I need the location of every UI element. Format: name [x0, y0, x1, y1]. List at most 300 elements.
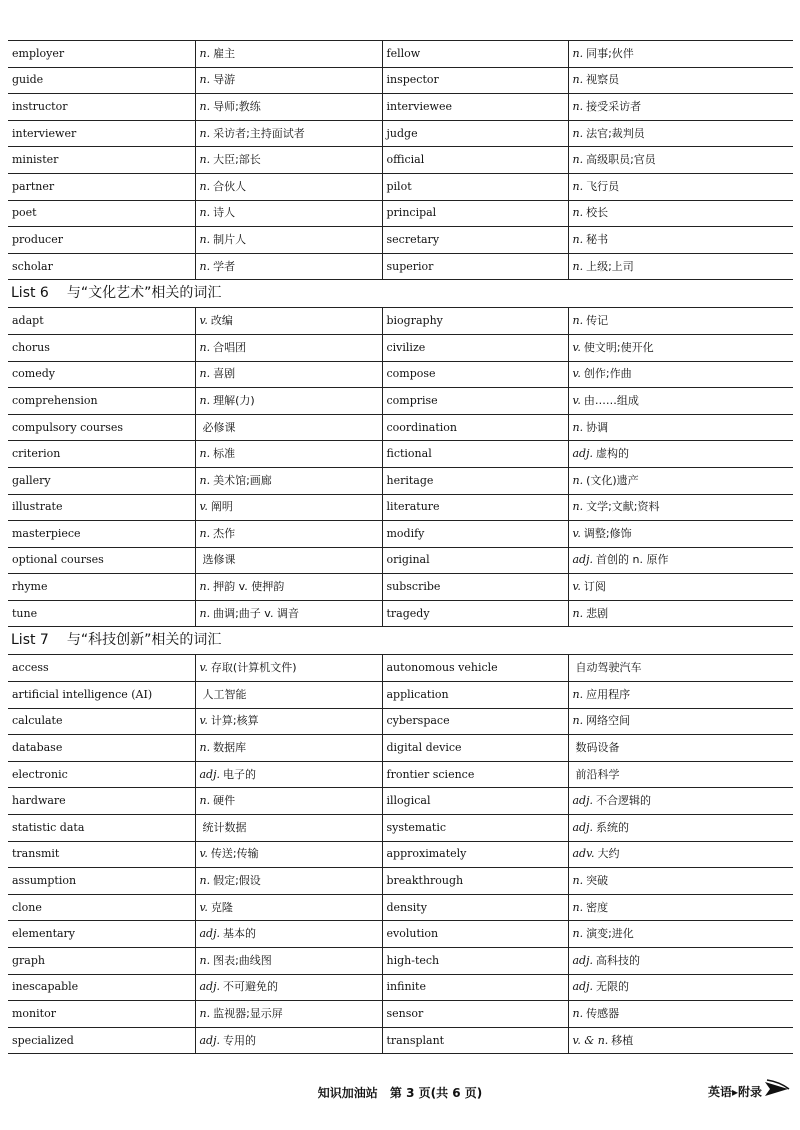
- table-row: [8, 974, 793, 1001]
- vocab-meaning: 虚构的: [596, 447, 630, 461]
- vocab-meaning-cell: [195, 441, 382, 468]
- vocab-meaning-cell: [568, 815, 793, 842]
- vocab-word: criterion: [8, 441, 195, 468]
- vocab-word: high-tech: [382, 948, 568, 975]
- vocab-word: compulsory courses: [8, 414, 195, 441]
- vocab-word: civilize: [382, 334, 568, 361]
- vocab-word: comedy: [8, 361, 195, 388]
- part-of-speech: n.: [199, 741, 211, 755]
- vocab-meaning-cell: [195, 761, 382, 788]
- vocab-word: application: [382, 682, 568, 709]
- vocab-word: clone: [8, 894, 195, 921]
- table-row: [8, 414, 793, 441]
- part-of-speech: n.: [199, 259, 211, 273]
- vocab-meaning: 硬件: [213, 794, 236, 808]
- part-of-speech: v.: [572, 367, 581, 381]
- table-row: [8, 441, 793, 468]
- vocab-word: scholar: [8, 253, 195, 280]
- table-row: [8, 388, 793, 415]
- vocab-meaning: 悲剧: [586, 606, 609, 620]
- vocab-meaning-cell: [195, 334, 382, 361]
- vocab-word: illogical: [382, 788, 568, 815]
- vocab-word: pilot: [382, 173, 568, 200]
- vocab-meaning-cell: [195, 467, 382, 494]
- table-row: [8, 921, 793, 948]
- vocab-word: minister: [8, 147, 195, 174]
- vocab-word: transplant: [382, 1027, 568, 1054]
- part-of-speech: n.: [572, 420, 584, 434]
- table-row: [8, 361, 793, 388]
- vocabulary-table: [8, 654, 793, 1054]
- vocab-meaning-cell: [195, 227, 382, 254]
- vocab-word: guide: [8, 67, 195, 94]
- part-of-speech: adv.: [572, 847, 595, 861]
- table-row: [8, 574, 793, 601]
- table-row: [8, 868, 793, 895]
- part-of-speech: n.: [572, 1006, 584, 1020]
- vocab-word: biography: [382, 308, 568, 335]
- table-row: [8, 682, 793, 709]
- vocab-meaning: 理解(力): [213, 393, 255, 407]
- vocab-meaning-cell: [195, 974, 382, 1001]
- vocab-meaning: 法官;裁判员: [586, 126, 645, 140]
- vocab-meaning-cell: [568, 974, 793, 1001]
- vocab-meaning: 监视器;显示屏: [213, 1006, 283, 1020]
- vocab-meaning: 视察员: [586, 73, 620, 87]
- vocab-meaning: 高科技的: [596, 953, 641, 967]
- table-row: [8, 120, 793, 147]
- part-of-speech: n.: [199, 232, 211, 246]
- vocab-meaning: (文化)遗产: [586, 473, 639, 487]
- vocab-meaning-cell: [568, 521, 793, 548]
- vocab-word: density: [382, 894, 568, 921]
- part-of-speech: n.: [199, 153, 211, 167]
- vocab-word: compose: [382, 361, 568, 388]
- vocab-meaning-cell: [568, 682, 793, 709]
- vocab-word: partner: [8, 173, 195, 200]
- vocab-meaning: 专用的: [223, 1033, 257, 1047]
- vocab-meaning: 阐明: [210, 500, 233, 514]
- vocab-meaning-cell: [568, 761, 793, 788]
- table-row: [8, 334, 793, 361]
- arrow-logo-icon: [764, 1078, 790, 1100]
- vocab-meaning-cell: [195, 120, 382, 147]
- part-of-speech: v.: [572, 340, 581, 354]
- vocab-meaning: 计算;核算: [210, 714, 259, 728]
- table-row: [8, 894, 793, 921]
- vocab-meaning-cell: [568, 414, 793, 441]
- part-of-speech: n.: [572, 46, 584, 60]
- vocab-word: monitor: [8, 1001, 195, 1028]
- vocab-word: gallery: [8, 467, 195, 494]
- part-of-speech: n.: [572, 73, 584, 87]
- part-of-speech: n.: [199, 580, 211, 594]
- table-row: [8, 547, 793, 574]
- table-row: [8, 94, 793, 121]
- list-title: [8, 280, 793, 307]
- vocab-meaning-cell: [195, 921, 382, 948]
- vocab-meaning-cell: [568, 334, 793, 361]
- part-of-speech: n.: [572, 900, 584, 914]
- list-number: List 6: [11, 285, 49, 302]
- vocab-meaning-cell: [195, 308, 382, 335]
- vocab-meaning-cell: [195, 494, 382, 521]
- vocab-meaning: 自动驾驶汽车: [575, 661, 642, 675]
- vocab-word: inspector: [382, 67, 568, 94]
- table-row: [8, 67, 793, 94]
- vocab-meaning: 传感器: [586, 1006, 620, 1020]
- vocab-meaning: 接受采访者: [586, 99, 642, 113]
- vocab-meaning-cell: [568, 921, 793, 948]
- vocab-word: calculate: [8, 708, 195, 735]
- vocab-word: digital device: [382, 735, 568, 762]
- vocab-meaning-cell: [195, 147, 382, 174]
- vocab-meaning: 调整;修饰: [583, 526, 632, 540]
- table-row: [8, 308, 793, 335]
- vocab-word: transmit: [8, 841, 195, 868]
- vocab-meaning-cell: [568, 467, 793, 494]
- vocab-word: autonomous vehicle: [382, 655, 568, 682]
- vocab-word: subscribe: [382, 574, 568, 601]
- vocab-meaning: 订阅: [583, 580, 606, 594]
- footer-center: [0, 1084, 800, 1101]
- vocab-word: fictional: [382, 441, 568, 468]
- vocab-meaning: 合伙人: [213, 179, 247, 193]
- footer-brand: 英语▸附录: [707, 1085, 762, 1099]
- vocab-word: chorus: [8, 334, 195, 361]
- vocab-meaning-cell: [568, 441, 793, 468]
- vocab-word: judge: [382, 120, 568, 147]
- part-of-speech: n.: [199, 179, 211, 193]
- table-row: [8, 600, 793, 627]
- vocab-meaning: 数据库: [213, 741, 247, 755]
- part-of-speech: n.: [199, 1006, 211, 1020]
- table-row: [8, 147, 793, 174]
- vocab-word: infinite: [382, 974, 568, 1001]
- vocab-meaning: 传送;传输: [210, 847, 259, 861]
- vocab-meaning-cell: [568, 547, 793, 574]
- vocab-meaning: 统计数据: [202, 820, 247, 834]
- vocab-meaning: 改编: [210, 314, 233, 328]
- vocab-meaning: 制片人: [213, 232, 247, 246]
- part-of-speech: n.: [199, 526, 211, 540]
- vocab-meaning: 校长: [586, 206, 609, 220]
- footer-title: 知识加油站: [317, 1086, 378, 1100]
- vocab-meaning-cell: [195, 788, 382, 815]
- part-of-speech: adj.: [572, 794, 594, 808]
- table-row: [8, 1027, 793, 1054]
- vocab-meaning: 演变;进化: [586, 927, 634, 941]
- vocab-meaning: 大臣;部长: [213, 153, 261, 167]
- page-footer: [0, 1080, 800, 1106]
- table-row: [8, 253, 793, 280]
- table-row: [8, 841, 793, 868]
- table-row: [8, 815, 793, 842]
- vocab-meaning: 突破: [586, 874, 609, 888]
- vocab-meaning: 图表;曲线图: [213, 953, 272, 967]
- part-of-speech: adj.: [572, 980, 594, 994]
- vocab-meaning: 假定;假设: [213, 874, 261, 888]
- vocab-meaning-cell: [568, 1027, 793, 1054]
- vocab-word: tune: [8, 600, 195, 627]
- vocab-word: producer: [8, 227, 195, 254]
- vocab-meaning-cell: [568, 708, 793, 735]
- vocab-meaning: 标准: [213, 447, 236, 461]
- vocab-word: superior: [382, 253, 568, 280]
- part-of-speech: n.: [572, 153, 584, 167]
- vocab-meaning-cell: [195, 1001, 382, 1028]
- vocab-word: modify: [382, 521, 568, 548]
- vocab-meaning-cell: [195, 521, 382, 548]
- vocab-meaning-cell: [568, 1001, 793, 1028]
- vocab-meaning-cell: [195, 600, 382, 627]
- part-of-speech: n.: [572, 606, 584, 620]
- part-of-speech: adj.: [572, 553, 594, 567]
- vocab-word: inescapable: [8, 974, 195, 1001]
- vocab-meaning: 人工智能: [202, 687, 247, 701]
- vocab-meaning-cell: [568, 308, 793, 335]
- vocab-word: rhyme: [8, 574, 195, 601]
- vocab-meaning-cell: [568, 200, 793, 227]
- vocab-word: graph: [8, 948, 195, 975]
- vocab-meaning: 合唱团: [213, 340, 247, 354]
- vocab-meaning-cell: [195, 414, 382, 441]
- part-of-speech: n.: [572, 687, 584, 701]
- vocab-meaning: 诗人: [213, 206, 236, 220]
- vocab-word: interviewee: [382, 94, 568, 121]
- vocab-word: principal: [382, 200, 568, 227]
- vocab-meaning: 导师;教练: [213, 99, 261, 113]
- vocab-word: literature: [382, 494, 568, 521]
- part-of-speech: n.: [572, 259, 584, 273]
- vocab-meaning: 导游: [213, 73, 236, 87]
- vocab-meaning: 文学;文献;资料: [586, 500, 660, 514]
- list-number: List 7: [11, 632, 49, 649]
- part-of-speech: adj.: [199, 767, 221, 781]
- list-heading: 与“科技创新”相关的词汇: [66, 632, 222, 649]
- part-of-speech: n.: [572, 179, 584, 193]
- vocab-meaning: 秘书: [586, 232, 609, 246]
- vocab-meaning-cell: [568, 894, 793, 921]
- vocab-meaning-cell: [568, 948, 793, 975]
- vocab-meaning: 移植: [611, 1033, 634, 1047]
- part-of-speech: n.: [572, 714, 584, 728]
- part-of-speech: n.: [199, 206, 211, 220]
- vocab-word: illustrate: [8, 494, 195, 521]
- vocab-word: sensor: [382, 1001, 568, 1028]
- vocab-meaning: 曲调;曲子 v. 调音: [213, 606, 299, 620]
- vocab-meaning: 首创的 n. 原作: [596, 553, 669, 567]
- vocab-meaning: 创作;作曲: [583, 367, 632, 381]
- vocab-meaning-cell: [195, 253, 382, 280]
- vocab-word: artificial intelligence (AI): [8, 682, 195, 709]
- part-of-speech: n.: [199, 874, 211, 888]
- vocab-word: evolution: [382, 921, 568, 948]
- vocab-meaning: 无限的: [596, 980, 630, 994]
- part-of-speech: n.: [199, 794, 211, 808]
- vocab-meaning-cell: [568, 735, 793, 762]
- vocabulary-page: [8, 40, 793, 1054]
- vocab-meaning: 协调: [586, 420, 609, 434]
- sections-container: [8, 40, 793, 1054]
- vocab-word: electronic: [8, 761, 195, 788]
- vocab-meaning-cell: [568, 868, 793, 895]
- vocab-meaning: 基本的: [223, 927, 257, 941]
- vocab-meaning: 高级职员;官员: [586, 153, 656, 167]
- vocab-word: original: [382, 547, 568, 574]
- vocab-word: adapt: [8, 308, 195, 335]
- vocab-meaning: 使文明;使开化: [583, 340, 654, 354]
- part-of-speech: n.: [199, 393, 211, 407]
- vocab-meaning-cell: [195, 41, 382, 68]
- part-of-speech: n.: [572, 500, 584, 514]
- vocab-meaning: 电子的: [223, 767, 257, 781]
- vocab-word: systematic: [382, 815, 568, 842]
- vocab-word: fellow: [382, 41, 568, 68]
- vocab-meaning-cell: [195, 948, 382, 975]
- vocab-word: employer: [8, 41, 195, 68]
- vocab-meaning-cell: [195, 200, 382, 227]
- vocab-word: instructor: [8, 94, 195, 121]
- table-row: [8, 494, 793, 521]
- vocab-word: database: [8, 735, 195, 762]
- vocab-word: poet: [8, 200, 195, 227]
- footer-page-number: 第 3 页(共 6 页): [389, 1086, 483, 1100]
- vocab-meaning: 雇主: [213, 46, 236, 60]
- part-of-speech: v.: [199, 847, 208, 861]
- vocab-word: assumption: [8, 868, 195, 895]
- vocab-meaning-cell: [568, 253, 793, 280]
- vocab-meaning: 上级;上司: [586, 259, 634, 273]
- vocab-word: elementary: [8, 921, 195, 948]
- part-of-speech: v.: [572, 393, 581, 407]
- part-of-speech: n.: [199, 367, 211, 381]
- vocab-meaning: 克隆: [210, 900, 233, 914]
- table-row: [8, 173, 793, 200]
- vocab-word: specialized: [8, 1027, 195, 1054]
- vocab-meaning-cell: [195, 655, 382, 682]
- part-of-speech: v.: [572, 526, 581, 540]
- vocab-meaning: 采访者;主持面试者: [213, 126, 305, 140]
- table-row: [8, 1001, 793, 1028]
- table-row: [8, 200, 793, 227]
- part-of-speech: v.: [572, 580, 581, 594]
- part-of-speech: adj.: [199, 980, 221, 994]
- vocab-meaning: 网络空间: [586, 714, 631, 728]
- part-of-speech: n.: [199, 99, 211, 113]
- vocab-word: statistic data: [8, 815, 195, 842]
- vocab-word: access: [8, 655, 195, 682]
- vocab-word: frontier science: [382, 761, 568, 788]
- vocab-meaning: 存取(计算机文件): [210, 661, 297, 675]
- vocab-word: official: [382, 147, 568, 174]
- vocab-meaning: 不合逻辑的: [596, 794, 652, 808]
- vocab-meaning-cell: [195, 894, 382, 921]
- vocab-word: optional courses: [8, 547, 195, 574]
- vocab-meaning: 押韵 v. 使押韵: [213, 580, 285, 594]
- vocab-word: breakthrough: [382, 868, 568, 895]
- table-row: [8, 467, 793, 494]
- vocab-word: heritage: [382, 467, 568, 494]
- vocab-meaning: 杰作: [213, 526, 236, 540]
- vocab-meaning-cell: [195, 682, 382, 709]
- vocab-meaning: 美术馆;画廊: [213, 473, 272, 487]
- vocab-meaning-cell: [195, 815, 382, 842]
- table-row: [8, 521, 793, 548]
- vocab-meaning-cell: [568, 361, 793, 388]
- list-heading: 与“文化艺术”相关的词汇: [66, 285, 222, 302]
- vocab-word: comprehension: [8, 388, 195, 415]
- part-of-speech: v.: [199, 900, 208, 914]
- vocab-meaning-cell: [195, 735, 382, 762]
- vocab-meaning-cell: [195, 841, 382, 868]
- vocab-meaning: 飞行员: [586, 179, 620, 193]
- vocab-word: secretary: [382, 227, 568, 254]
- vocab-meaning: 同事;伙伴: [586, 46, 634, 60]
- part-of-speech: v.: [199, 661, 208, 675]
- part-of-speech: n.: [199, 447, 211, 461]
- part-of-speech: n.: [572, 927, 584, 941]
- vocab-meaning-cell: [568, 841, 793, 868]
- table-row: [8, 735, 793, 762]
- part-of-speech: n.: [199, 46, 211, 60]
- vocab-meaning-cell: [568, 494, 793, 521]
- vocab-meaning-cell: [568, 67, 793, 94]
- part-of-speech: n.: [199, 126, 211, 140]
- part-of-speech: n.: [199, 953, 211, 967]
- vocab-meaning-cell: [568, 600, 793, 627]
- part-of-speech: adj.: [572, 447, 594, 461]
- table-row: [8, 655, 793, 682]
- vocab-meaning-cell: [568, 120, 793, 147]
- part-of-speech: v.: [199, 500, 208, 514]
- part-of-speech: n.: [199, 340, 211, 354]
- vocab-meaning: 大约: [597, 847, 620, 861]
- vocab-meaning-cell: [195, 173, 382, 200]
- part-of-speech: n.: [572, 206, 584, 220]
- part-of-speech: v. & n.: [572, 1033, 609, 1047]
- vocab-meaning-cell: [568, 574, 793, 601]
- vocab-meaning: 必修课: [202, 420, 236, 434]
- vocabulary-table: [8, 40, 793, 280]
- vocab-meaning: 数码设备: [575, 741, 620, 755]
- part-of-speech: adj.: [199, 1033, 221, 1047]
- vocab-word: hardware: [8, 788, 195, 815]
- vocab-meaning-cell: [568, 173, 793, 200]
- vocab-meaning-cell: [195, 361, 382, 388]
- part-of-speech: adj.: [199, 927, 221, 941]
- vocab-meaning-cell: [195, 94, 382, 121]
- part-of-speech: n.: [199, 73, 211, 87]
- table-row: [8, 708, 793, 735]
- vocab-word: approximately: [382, 841, 568, 868]
- vocab-word: comprise: [382, 388, 568, 415]
- table-row: [8, 227, 793, 254]
- vocab-word: interviewer: [8, 120, 195, 147]
- vocab-meaning: 前沿科学: [575, 767, 620, 781]
- part-of-speech: n.: [572, 126, 584, 140]
- vocab-meaning-cell: [195, 388, 382, 415]
- vocab-meaning-cell: [195, 1027, 382, 1054]
- vocab-meaning-cell: [195, 868, 382, 895]
- vocab-meaning-cell: [195, 547, 382, 574]
- part-of-speech: v.: [199, 714, 208, 728]
- table-row: [8, 948, 793, 975]
- part-of-speech: v.: [199, 314, 208, 328]
- vocab-meaning-cell: [568, 655, 793, 682]
- vocab-meaning: 应用程序: [586, 687, 631, 701]
- vocab-word: cyberspace: [382, 708, 568, 735]
